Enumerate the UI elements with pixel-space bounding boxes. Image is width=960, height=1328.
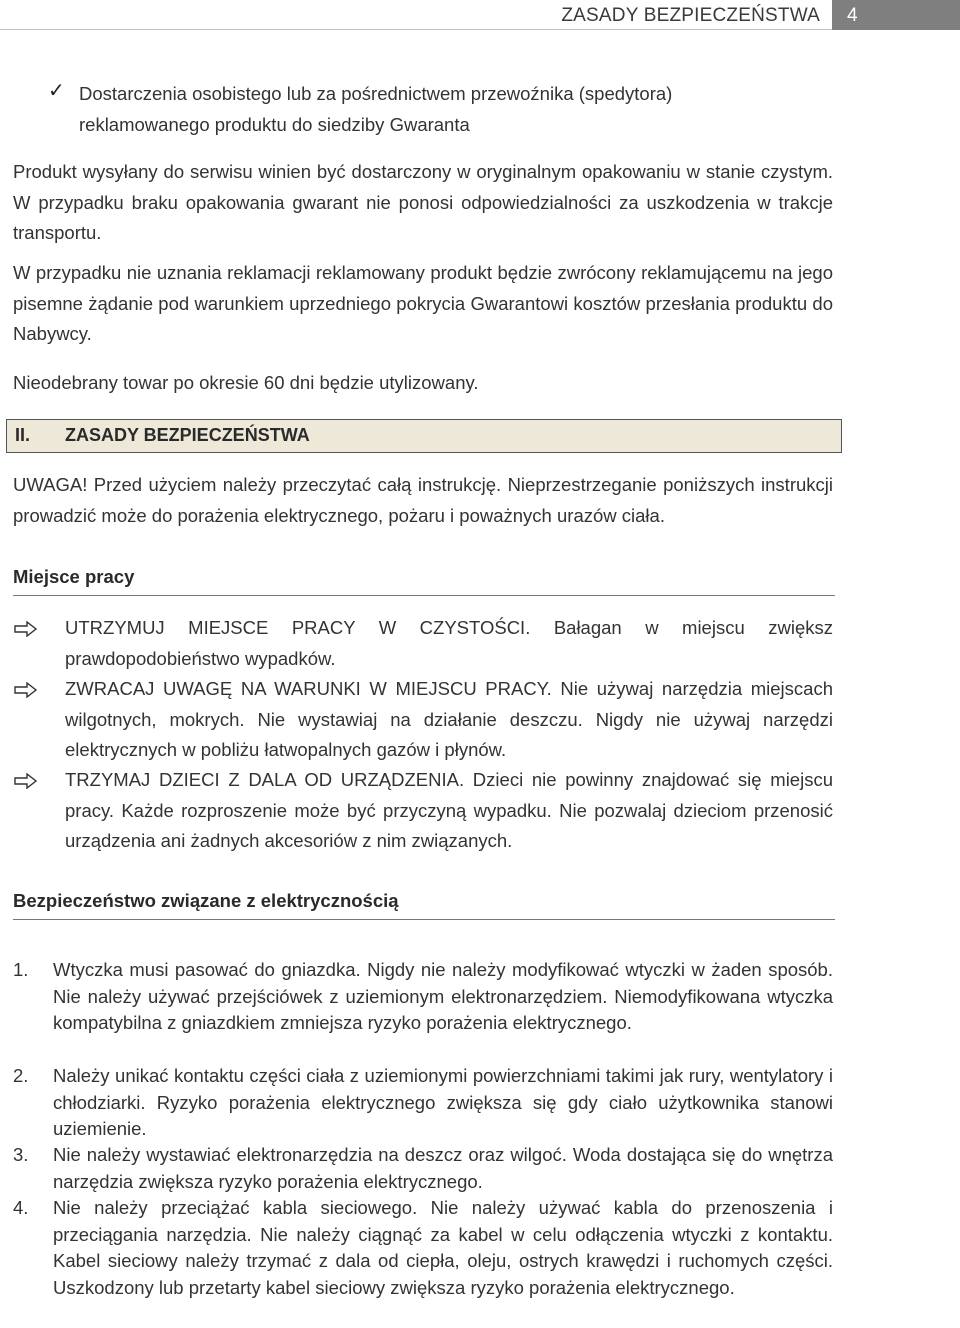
arrow-right-icon [14,621,38,637]
electrical-heading-divider [13,919,835,920]
workplace-heading: Miejsce pracy [13,566,135,587]
page-header [0,0,960,30]
list-item-number: 4. [13,1197,29,1218]
section-number: II. [15,425,31,445]
page-number: 4 [832,0,960,30]
arrow-right-icon [14,682,38,698]
list-item: Nie należy przeciążać kabla sieciowego. Nie należy używać kabla do przenoszenia i przeciągania narzędzia. Nie należy ciągnąć za kabel w celu odłączenia wtyczki z kontaktu. Kabel sieciowy należy trzymać z dala od ciepła, oleju, ostrych krawędzi i ruchomych części. Uszkodzony lub przetarty kabel sieciowy zwiększa ryzyko porażenia elektrycznego. [53,1197,833,1298]
warning-paragraph: UWAGA! Przed użyciem należy przeczytać całą instrukcję. Nieprzestrzeganie poniższych instrukcji prowadzić może do porażenia elektrycznego, pożaru i poważnych urazów ciała. [13,474,833,526]
list-item: Nie należy wystawiać elektronarzędzia na deszcz oraz wilgoć. Woda dostająca się do wnętrza narzędzia zwiększa ryzyko porażenia elektrycznego. [53,1144,833,1192]
check-item-text: Dostarczenia osobistego lub za pośrednictwem przewoźnika (spedytora) reklamowanego produktu do siedziby Gwaranta [79,83,673,135]
paragraph-packaging: Produkt wysyłany do serwisu winien być dostarczony w oryginalnym opakowaniu w stanie czystym. W przypadku braku opakowania gwarant nie ponosi odpowiedzialności za uszkodzenia w trakcje transportu. [13,161,833,243]
paragraph-disposal: Nieodebrany towar po okresie 60 dni będzie utylizowany. [13,372,479,393]
list-item-number: 1. [13,959,29,980]
workplace-heading-divider [13,595,835,596]
checkmark-icon: ✓ [48,80,65,102]
header-title: ZASADY BEZPIECZEŃSTWA [561,5,820,26]
header-divider [0,29,832,30]
workplace-bullet: UTRZYMUJ MIEJSCE PRACY W CZYSTOŚCI. Bałagan w miejscu zwiększ prawdopodobieństwo wypadków. [65,617,833,669]
list-item: Wtyczka musi pasować do gniazdka. Nigdy nie należy modyfikować wtyczki w żaden sposób. Nie należy używać przejściówek z uziemionym elektronarzędziem. Niemodyfikowana wtyczka kompatybilna z gniazdkiem zmniejsza ryzyko porażenia elektrycznego. [53,959,833,1033]
section-title: ZASADY BEZPIECZEŃSTWA [65,425,310,445]
electrical-heading: Bezpieczeństwo związane z elektrycznością [13,890,399,911]
list-item: Należy unikać kontaktu części ciała z uziemionymi powierzchniami takimi jak rury, wentylatory i chłodziarki. Ryzyko porażenia elektrycznego zwiększa się gdy ciało użytkownika stanowi uziemienie. [53,1065,833,1139]
list-item-number: 3. [13,1144,29,1165]
workplace-bullet: TRZYMAJ DZIECI Z DALA OD URZĄDZENIA. Dzieci nie powinny znajdować się miejscu pracy. Każde rozproszenie może być przyczyną wypadku. Nie pozwalaj dzieciom przenosić urządzenia ani żadnych akcesoriów z nim związanych. [65,769,833,851]
section-heading-box [6,419,842,453]
list-item-number: 2. [13,1065,29,1086]
paragraph-rejection: W przypadku nie uznania reklamacji reklamowany produkt będzie zwrócony reklamującemu na jego pisemne żądanie pod warunkiem uprzedniego pokrycia Gwarantowi kosztów przesłania produktu do Nabywcy. [13,262,833,344]
arrow-right-icon [14,773,38,789]
workplace-bullet: ZWRACAJ UWAGĘ NA WARUNKI W MIEJSCU PRACY. Nie używaj narzędzia miejscach wilgotnych, mokrych. Nie wystawiaj na działanie deszczu. Nigdy nie używaj narzędzi elektrycznych w pobliżu łatwopalnych gazów i płynów. [65,678,833,760]
